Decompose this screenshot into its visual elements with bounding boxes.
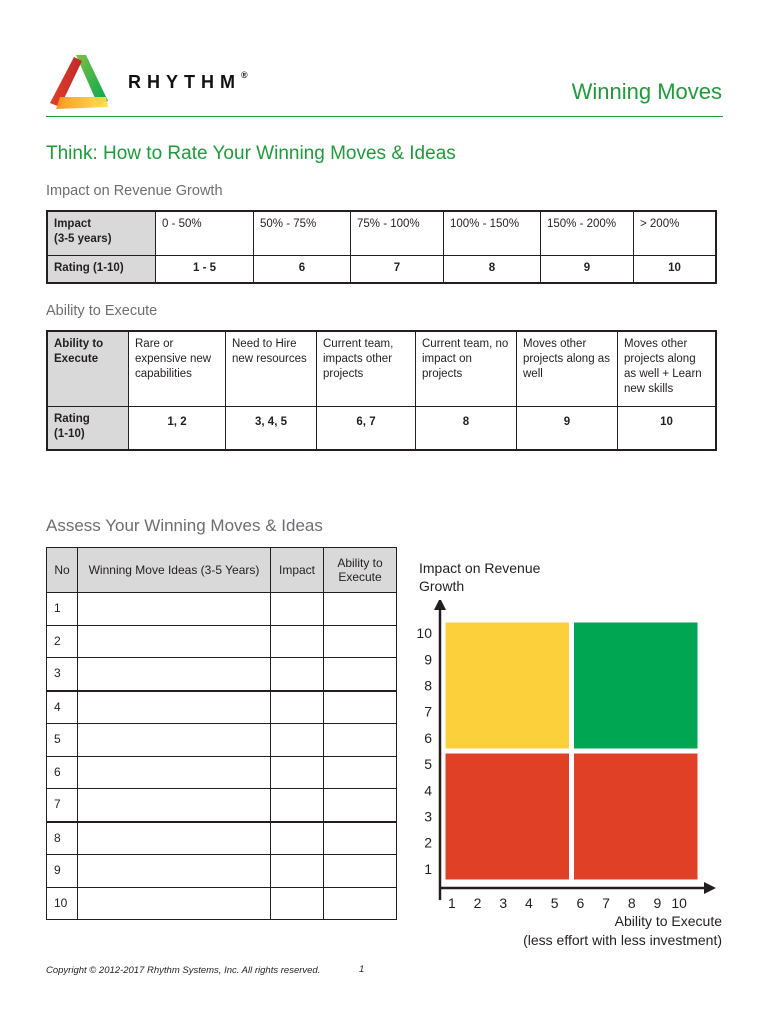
execute-input-cell[interactable] <box>324 855 397 888</box>
impact-range-cell: > 200% <box>634 211 717 255</box>
section-title: Think: How to Rate Your Winning Moves & Ideas <box>46 143 456 164</box>
impact-input-cell[interactable] <box>271 822 324 855</box>
impact-range-cell: 0 - 50% <box>156 211 254 255</box>
col-header-ideas: Winning Move Ideas (3-5 Years) <box>78 548 271 593</box>
idea-input-cell[interactable] <box>78 658 271 691</box>
impact-range-cell: 50% - 75% <box>254 211 351 255</box>
execute-subhead: Ability to Execute <box>46 303 158 319</box>
x-tick-label: 6 <box>576 895 585 911</box>
table-row <box>47 658 397 691</box>
table-row <box>47 756 397 789</box>
x-tick-label: 5 <box>550 895 559 911</box>
idea-input-cell[interactable] <box>78 855 271 888</box>
y-tick-label: 3 <box>424 808 432 825</box>
row-number: 10 <box>47 887 78 920</box>
table-row <box>47 887 397 920</box>
execute-criteria-cell: Moves other projects along as well <box>517 331 618 406</box>
impact-rating-label: Rating (1-10) <box>47 255 156 283</box>
x-tick-label: 3 <box>499 895 508 911</box>
execute-input-cell[interactable] <box>324 625 397 658</box>
idea-input-cell[interactable] <box>78 822 271 855</box>
quadrant-2 <box>573 621 700 750</box>
execute-input-cell[interactable] <box>324 756 397 789</box>
table-row <box>47 593 397 626</box>
y-tick-label: 10 <box>416 625 432 642</box>
execute-rating-table <box>46 330 717 451</box>
col-header-impact: Impact <box>271 548 324 593</box>
y-tick-label: 1 <box>424 860 432 877</box>
impact-rating-cell: 8 <box>444 255 541 283</box>
quadrant-3 <box>444 752 571 881</box>
execute-input-cell[interactable] <box>324 691 397 724</box>
idea-input-cell[interactable] <box>78 789 271 822</box>
table-row <box>47 789 397 822</box>
execute-criteria-cell: Need to Hire new resources <box>226 331 317 406</box>
y-tick-label: 9 <box>424 651 432 668</box>
execute-criteria-cell: Current team, impacts other projects <box>317 331 416 406</box>
x-tick-label: 8 <box>627 895 636 911</box>
impact-label-cell: Impact (3-5 years) <box>47 211 156 255</box>
y-tick-label: 2 <box>424 834 432 851</box>
footer-copyright: Copyright © 2012-2017 Rhythm Systems, Inc. All rights reserved. <box>46 965 321 976</box>
execute-rating-label: Rating (1-10) <box>47 406 129 450</box>
col-header-no: No <box>47 548 78 593</box>
impact-input-cell[interactable] <box>271 756 324 789</box>
brand-name: RHYTHM® <box>128 70 248 92</box>
table-row <box>47 724 397 757</box>
x-tick-label: 2 <box>473 895 482 911</box>
chart-y-axis-label: Impact on Revenue Growth <box>419 560 541 594</box>
impact-subhead: Impact on Revenue Growth <box>46 183 223 199</box>
row-number: 5 <box>47 724 78 757</box>
row-number: 2 <box>47 625 78 658</box>
execute-criteria-cell: Moves other projects along as well + Learn new skills <box>618 331 717 406</box>
assess-title: Assess Your Winning Moves & Ideas <box>46 516 323 535</box>
impact-input-cell[interactable] <box>271 593 324 626</box>
quadrant-chart <box>400 600 730 920</box>
impact-input-cell[interactable] <box>271 724 324 757</box>
execute-rating-cell: 10 <box>618 406 717 450</box>
execute-rating-cell: 1, 2 <box>129 406 226 450</box>
execute-input-cell[interactable] <box>324 593 397 626</box>
table-row <box>47 822 397 855</box>
document-title: Winning Moves <box>571 79 722 104</box>
execute-rating-cell: 6, 7 <box>317 406 416 450</box>
impact-rating-cell: 6 <box>254 255 351 283</box>
y-tick-label: 6 <box>424 729 432 746</box>
execute-input-cell[interactable] <box>324 887 397 920</box>
page-number: 1 <box>359 964 365 975</box>
impact-input-cell[interactable] <box>271 855 324 888</box>
table-row <box>47 691 397 724</box>
x-tick-label: 9 <box>653 895 662 911</box>
execute-criteria-cell: Rare or expensive new capabilities <box>129 331 226 406</box>
impact-input-cell[interactable] <box>271 789 324 822</box>
col-header-execute: Ability to Execute <box>324 548 397 593</box>
x-axis-arrow <box>704 882 716 894</box>
row-number: 9 <box>47 855 78 888</box>
row-number: 7 <box>47 789 78 822</box>
impact-input-cell[interactable] <box>271 691 324 724</box>
execute-criteria-cell: Current team, no impact on projects <box>416 331 517 406</box>
row-number: 1 <box>47 593 78 626</box>
impact-input-cell[interactable] <box>271 658 324 691</box>
x-tick-label: 1 <box>447 895 456 911</box>
impact-input-cell[interactable] <box>271 625 324 658</box>
y-tick-label: 8 <box>424 677 432 694</box>
execute-input-cell[interactable] <box>324 724 397 757</box>
row-number: 3 <box>47 658 78 691</box>
quadrant-1 <box>444 621 571 750</box>
impact-range-cell: 100% - 150% <box>444 211 541 255</box>
execute-input-cell[interactable] <box>324 789 397 822</box>
impact-rating-table <box>46 210 717 284</box>
impact-rating-cell: 1 - 5 <box>156 255 254 283</box>
idea-input-cell[interactable] <box>78 625 271 658</box>
impact-rating-cell: 7 <box>351 255 444 283</box>
header-divider <box>46 116 723 117</box>
table-row <box>47 625 397 658</box>
x-tick-label: 4 <box>525 895 533 911</box>
row-number: 6 <box>47 756 78 789</box>
y-tick-label: 4 <box>424 782 432 799</box>
x-tick-label: 7 <box>602 895 610 911</box>
idea-input-cell[interactable] <box>78 756 271 789</box>
rhythm-logo-icon <box>46 53 110 111</box>
impact-range-cell: 75% - 100% <box>351 211 444 255</box>
assess-ideas-table <box>46 547 397 920</box>
x-tick-label: 10 <box>671 895 687 911</box>
y-tick-label: 7 <box>424 703 432 720</box>
impact-rating-cell: 10 <box>634 255 717 283</box>
table-row <box>47 855 397 888</box>
idea-input-cell[interactable] <box>78 691 271 724</box>
chart-x-axis-note: (less effort with less investment) <box>523 932 722 948</box>
execute-rating-cell: 3, 4, 5 <box>226 406 317 450</box>
execute-input-cell[interactable] <box>324 658 397 691</box>
idea-input-cell[interactable] <box>78 724 271 757</box>
impact-range-cell: 150% - 200% <box>541 211 634 255</box>
impact-rating-cell: 9 <box>541 255 634 283</box>
row-number: 8 <box>47 822 78 855</box>
impact-input-cell[interactable] <box>271 887 324 920</box>
execute-input-cell[interactable] <box>324 822 397 855</box>
execute-rating-cell: 9 <box>517 406 618 450</box>
idea-input-cell[interactable] <box>78 887 271 920</box>
quadrant-4 <box>573 752 700 881</box>
y-axis-arrow <box>434 600 446 610</box>
execute-label-cell: Ability to Execute <box>47 331 129 406</box>
execute-rating-cell: 8 <box>416 406 517 450</box>
chart-x-axis-label: Ability to Execute <box>614 913 722 929</box>
y-tick-label: 5 <box>424 756 432 773</box>
idea-input-cell[interactable] <box>78 593 271 626</box>
row-number: 4 <box>47 691 78 724</box>
